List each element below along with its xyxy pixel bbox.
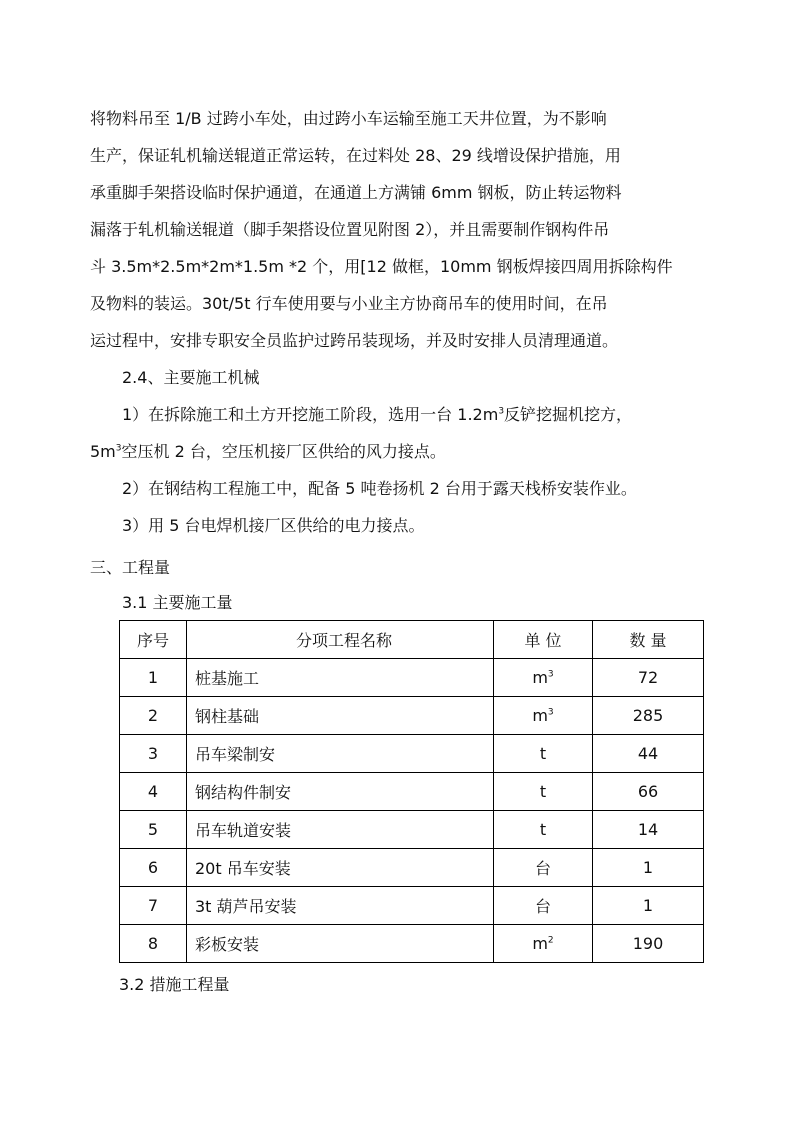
cell-qty: 44 [593, 735, 704, 773]
cell-unit: $m^2$ [494, 925, 593, 963]
machinery-item-2: 2）在钢结构工程施工中，配备 5 吨卷扬机 2 台用于露天栈桥安装作业。 [122, 479, 637, 498]
body-line: 生产，保证轧机输送辊道正常运转，在过料处 28、29 线增设保护措施，用 [90, 146, 621, 165]
cell-name: 3t 葫芦吊安装 [187, 887, 494, 925]
cell-qty: 1 [593, 887, 704, 925]
machinery-item-1-cont: $5m^3$空压机 2 台，空压机接厂区供给的风力接点。 [90, 442, 446, 461]
cell-unit: t [494, 735, 593, 773]
cell-name: 彩板安装 [187, 925, 494, 963]
cell-no: 8 [120, 925, 187, 963]
body-line: 及物料的装运。30t/5t 行车使用要与小业主方协商吊车的使用时间，在吊 [90, 294, 608, 313]
table-row [120, 735, 704, 773]
cell-qty: 14 [593, 811, 704, 849]
cell-qty: 72 [593, 659, 704, 697]
table-row [120, 849, 704, 887]
table-row [120, 773, 704, 811]
section-2-4-title: 2.4、主要施工机械 [122, 368, 260, 387]
cell-unit: t [494, 773, 593, 811]
table-row [120, 887, 704, 925]
body-line: 运过程中，安排专职安全员监护过跨吊装现场，并及时安排人员清理通道。 [90, 331, 619, 350]
body-line: 漏落于轧机输送辊道（脚手架搭设位置见附图 2），并且需要制作钢构件吊 [90, 220, 610, 239]
cell-name: 桩基施工 [187, 659, 494, 697]
body-line: 将物料吊至 1/B 过跨小车处，由过跨小车运输至施工天井位置，为不影响 [90, 109, 607, 128]
quantity-table [119, 620, 704, 963]
cell-no: 1 [120, 659, 187, 697]
cell-unit: 台 [494, 887, 593, 925]
cell-no: 2 [120, 697, 187, 735]
table-header-row [120, 621, 704, 659]
cell-no: 6 [120, 849, 187, 887]
cell-no: 7 [120, 887, 187, 925]
body-paragraph [90, 100, 710, 544]
header-name: 分项工程名称 [187, 621, 494, 659]
cell-name: 吊车梁制安 [187, 735, 494, 773]
table-row [120, 811, 704, 849]
cell-qty: 285 [593, 697, 704, 735]
section-3-2-title: 3.2 措施工程量 [119, 975, 230, 994]
cell-name: 钢结构件制安 [187, 773, 494, 811]
header-unit: 单 位 [494, 621, 593, 659]
table-row [120, 697, 704, 735]
cell-unit: 台 [494, 849, 593, 887]
cell-qty: 1 [593, 849, 704, 887]
cell-unit: t [494, 811, 593, 849]
table-row [120, 659, 704, 697]
section-3-title: 三、工程量 [90, 558, 171, 577]
body-line: 斗 3.5m*2.5m*2m*1.5m *2 个，用[12 做框，10mm 钢板焊接四周用拆除构件 [90, 257, 673, 276]
section-3-1-title: 3.1 主要施工量 [122, 593, 233, 612]
cell-name: 吊车轨道安装 [187, 811, 494, 849]
machinery-item-1: 1）在拆除施工和土方开挖施工阶段，选用一台 $1.2m^3$反铲挖掘机挖方， [122, 405, 633, 424]
cell-name: 20t 吊车安装 [187, 849, 494, 887]
cell-unit: $m^3$ [494, 697, 593, 735]
body-line: 承重脚手架搭设临时保护通道，在通道上方满铺 6mm 钢板，防止转运物料 [90, 183, 622, 202]
machinery-item-3: 3）用 5 台电焊机接厂区供给的电力接点。 [122, 516, 425, 535]
cell-no: 5 [120, 811, 187, 849]
table-row [120, 925, 704, 963]
cell-name: 钢柱基础 [187, 697, 494, 735]
cell-qty: 66 [593, 773, 704, 811]
cell-no: 3 [120, 735, 187, 773]
cell-qty: 190 [593, 925, 704, 963]
header-no: 序号 [120, 621, 187, 659]
cell-no: 4 [120, 773, 187, 811]
header-qty: 数 量 [593, 621, 704, 659]
cell-unit: $m^3$ [494, 659, 593, 697]
